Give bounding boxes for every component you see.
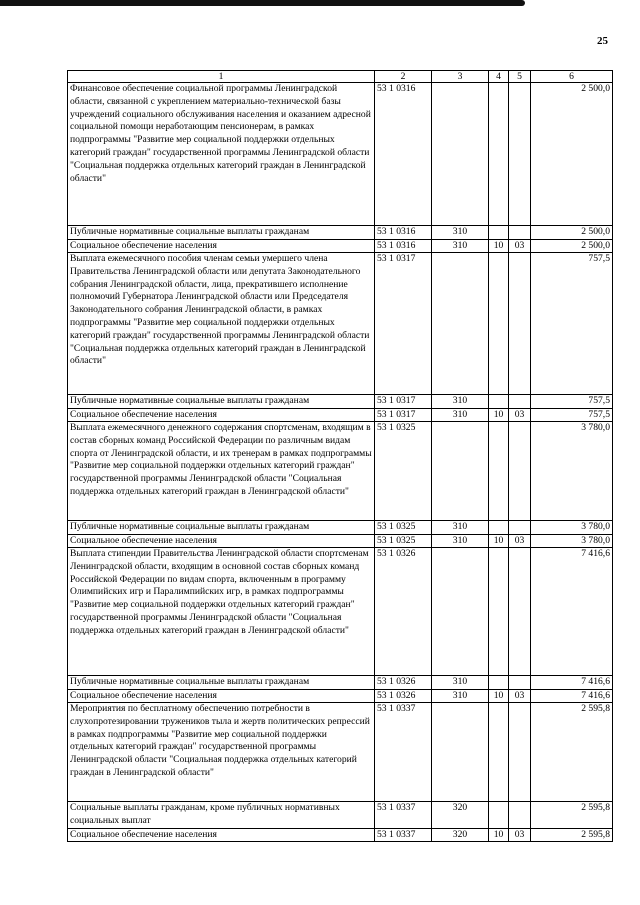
- table-row: [68, 802, 613, 829]
- cell-section: 10: [489, 409, 509, 422]
- table-row: [68, 253, 613, 395]
- cell-expense-type: 320: [432, 802, 489, 829]
- cell-amount: 3 780,0: [531, 535, 613, 548]
- cell-subsection: [509, 83, 531, 226]
- cell-section: [489, 676, 509, 690]
- cell-amount: 2 595,8: [531, 703, 613, 802]
- cell-expense-type: [432, 703, 489, 802]
- cell-target-code: 53 1 0316: [375, 240, 432, 253]
- table-row: [68, 409, 613, 422]
- cell-expense-type: [432, 83, 489, 226]
- table-row: [68, 690, 613, 703]
- scan-edge-bar: [0, 0, 525, 6]
- cell-name: Выплата стипендии Правительства Ленинградской области спортсменам Ленинградской области, входящим в основной состав сборных команд Российской Федерации по видам спорта, включенным в программу Олимпийских игр и Паралимпийских игр, в рамках подпрограммы "Развитие мер социальной поддержки отдельных категорий граждан" государственной программы Ленинградской области "Социальная поддержка отдельных категорий граждан в Ленинградской области": [68, 548, 375, 676]
- cell-section: [489, 395, 509, 409]
- table-row: [68, 83, 613, 226]
- cell-subsection: [509, 548, 531, 676]
- cell-target-code: 53 1 0325: [375, 535, 432, 548]
- cell-subsection: 03: [509, 240, 531, 253]
- cell-expense-type: 310: [432, 535, 489, 548]
- cell-section: [489, 83, 509, 226]
- cell-expense-type: 310: [432, 240, 489, 253]
- cell-expense-type: 310: [432, 409, 489, 422]
- cell-amount: 3 780,0: [531, 422, 613, 521]
- cell-name: Социальное обеспечение населения: [68, 829, 375, 842]
- cell-subsection: [509, 422, 531, 521]
- cell-section: [489, 422, 509, 521]
- cell-target-code: 53 1 0317: [375, 409, 432, 422]
- cell-section: 10: [489, 829, 509, 842]
- budget-table: [67, 70, 613, 842]
- cell-section: 10: [489, 690, 509, 703]
- page-number: 25: [597, 35, 608, 47]
- cell-amount: 7 416,6: [531, 690, 613, 703]
- cell-amount: 7 416,6: [531, 676, 613, 690]
- cell-subsection: [509, 703, 531, 802]
- cell-target-code: 53 1 0317: [375, 253, 432, 395]
- table-row: [68, 240, 613, 253]
- header-col-6: 6: [531, 71, 613, 83]
- header-col-2: 2: [375, 71, 432, 83]
- cell-section: [489, 548, 509, 676]
- table-row: [68, 521, 613, 535]
- cell-name: Мероприятия по бесплатному обеспечению потребности в слухопротезировании тружеников тыла и жертв политических репрессий в рамках подпрограммы "Развитие мер социальной поддержки отдельных категорий граждан" государственной программы Ленинградской области "Социальная поддержка отдельных категорий граждан в Ленинградской области": [68, 703, 375, 802]
- cell-expense-type: 310: [432, 690, 489, 703]
- cell-amount: 2 500,0: [531, 226, 613, 240]
- cell-subsection: [509, 253, 531, 395]
- cell-section: 10: [489, 240, 509, 253]
- cell-name: Социальное обеспечение населения: [68, 535, 375, 548]
- cell-section: [489, 703, 509, 802]
- cell-section: 10: [489, 535, 509, 548]
- cell-expense-type: 320: [432, 829, 489, 842]
- cell-name: Публичные нормативные социальные выплаты гражданам: [68, 676, 375, 690]
- cell-target-code: 53 1 0325: [375, 422, 432, 521]
- header-col-5: 5: [509, 71, 531, 83]
- cell-expense-type: 310: [432, 226, 489, 240]
- cell-target-code: 53 1 0326: [375, 548, 432, 676]
- cell-amount: 757,5: [531, 395, 613, 409]
- cell-subsection: [509, 521, 531, 535]
- header-col-3: 3: [432, 71, 489, 83]
- cell-expense-type: 310: [432, 676, 489, 690]
- cell-expense-type: 310: [432, 395, 489, 409]
- budget-table-body: [68, 71, 613, 842]
- header-row: [68, 71, 613, 83]
- cell-name: Финансовое обеспечение социальной программы Ленинградской области, связанной с укреплением материально-технической базы учреждений социального обслуживания населения и оказанием адресной социальной помощи неработающим пенсионерам, в рамках подпрограммы "Развитие мер социальной поддержки отдельных категорий граждан" государственной программы Ленинградской области "Социальная поддержка отдельных категорий граждан в Ленинградской области": [68, 83, 375, 226]
- cell-subsection: 03: [509, 409, 531, 422]
- cell-subsection: [509, 395, 531, 409]
- table-row: [68, 676, 613, 690]
- table-row: [68, 226, 613, 240]
- cell-expense-type: [432, 253, 489, 395]
- table-row: [68, 703, 613, 802]
- cell-name: Социальное обеспечение населения: [68, 409, 375, 422]
- cell-section: [489, 253, 509, 395]
- cell-name: Публичные нормативные социальные выплаты гражданам: [68, 226, 375, 240]
- cell-amount: 757,5: [531, 253, 613, 395]
- cell-section: [489, 521, 509, 535]
- cell-target-code: 53 1 0316: [375, 83, 432, 226]
- header-col-4: 4: [489, 71, 509, 83]
- cell-subsection: 03: [509, 690, 531, 703]
- cell-amount: 2 595,8: [531, 829, 613, 842]
- cell-subsection: [509, 802, 531, 829]
- cell-target-code: 53 1 0337: [375, 829, 432, 842]
- cell-subsection: 03: [509, 535, 531, 548]
- table-row: [68, 395, 613, 409]
- cell-name: Публичные нормативные социальные выплаты гражданам: [68, 521, 375, 535]
- table-row: [68, 535, 613, 548]
- cell-target-code: 53 1 0337: [375, 802, 432, 829]
- cell-subsection: 03: [509, 829, 531, 842]
- cell-target-code: 53 1 0325: [375, 521, 432, 535]
- table-row: [68, 422, 613, 521]
- cell-amount: 2 595,8: [531, 802, 613, 829]
- cell-target-code: 53 1 0326: [375, 690, 432, 703]
- cell-section: [489, 226, 509, 240]
- cell-expense-type: [432, 548, 489, 676]
- cell-name: Публичные нормативные социальные выплаты гражданам: [68, 395, 375, 409]
- cell-name: Социальное обеспечение населения: [68, 240, 375, 253]
- table-row: [68, 829, 613, 842]
- table-row: [68, 548, 613, 676]
- cell-target-code: 53 1 0337: [375, 703, 432, 802]
- cell-target-code: 53 1 0316: [375, 226, 432, 240]
- cell-name: Социальные выплаты гражданам, кроме публичных нормативных социальных выплат: [68, 802, 375, 829]
- cell-name: Выплата ежемесячного пособия членам семьи умершего члена Правительства Ленинградской области или депутата Законодательного собрания Ленинградской области, лица, прекратившего исполнение полномочий Губернатора Ленинградской области или Председателя Законодательного собрания Ленинградской области, в рамках подпрограммы "Развитие мер социальной поддержки отдельных категорий граждан" государственной программы Ленинградской области "Социальная поддержка отдельных категорий граждан в Ленинградской области": [68, 253, 375, 395]
- cell-amount: 2 500,0: [531, 83, 613, 226]
- cell-expense-type: 310: [432, 521, 489, 535]
- cell-name: Выплата ежемесячного денежного содержания спортсменам, входящим в состав сборных команд Российской Федерации по различным видам спорта от Ленинградской области, и их тренерам в рамках подпрограммы "Развитие мер социальной поддержки отдельных категорий граждан" государственной программы Ленинградской области "Социальная поддержка отдельных категорий граждан в Ленинградской области": [68, 422, 375, 521]
- cell-amount: 7 416,6: [531, 548, 613, 676]
- cell-amount: 757,5: [531, 409, 613, 422]
- cell-section: [489, 802, 509, 829]
- cell-subsection: [509, 676, 531, 690]
- cell-amount: 2 500,0: [531, 240, 613, 253]
- cell-subsection: [509, 226, 531, 240]
- cell-target-code: 53 1 0326: [375, 676, 432, 690]
- cell-expense-type: [432, 422, 489, 521]
- cell-target-code: 53 1 0317: [375, 395, 432, 409]
- cell-amount: 3 780,0: [531, 521, 613, 535]
- header-col-1: 1: [68, 71, 375, 83]
- cell-name: Социальное обеспечение населения: [68, 690, 375, 703]
